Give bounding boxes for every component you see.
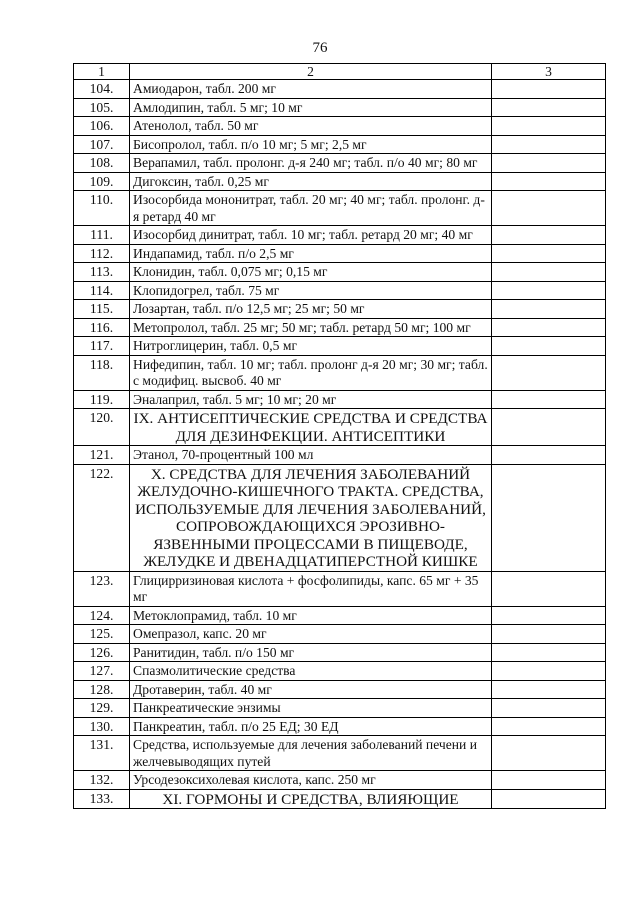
empty-cell [492, 191, 606, 226]
item-name: Глицирризиновая кислота + фосфолипиды, капс. 65 мг + 35 мг [130, 571, 492, 606]
table-row [74, 355, 606, 390]
row-number: 113. [74, 263, 130, 282]
row-number: 119. [74, 390, 130, 409]
empty-cell [492, 281, 606, 300]
item-name: Панкреатические энзимы [130, 699, 492, 718]
section-heading: IX. АНТИСЕПТИЧЕСКИЕ СРЕДСТВА И СРЕДСТВА ДЛЯ ДЕЗИНФЕКЦИИ. АНТИСЕПТИКИ [130, 409, 492, 446]
empty-cell [492, 244, 606, 263]
section-row [74, 464, 606, 571]
item-name: Дигоксин, табл. 0,25 мг [130, 172, 492, 191]
empty-cell [492, 390, 606, 409]
item-name: Лозартан, табл. п/о 12,5 мг; 25 мг; 50 мг [130, 300, 492, 319]
empty-cell [492, 172, 606, 191]
item-name: Урсодезоксихолевая кислота, капс. 250 мг [130, 771, 492, 790]
item-name: Метопролол, табл. 25 мг; 50 мг; табл. ретард 50 мг; 100 мг [130, 318, 492, 337]
column-header-2: 2 [130, 64, 492, 80]
empty-cell [492, 643, 606, 662]
empty-cell [492, 409, 606, 446]
table-row [74, 172, 606, 191]
empty-cell [492, 337, 606, 356]
row-number: 127. [74, 662, 130, 681]
row-number: 110. [74, 191, 130, 226]
item-name: Атенолол, табл. 50 мг [130, 117, 492, 136]
row-number: 108. [74, 154, 130, 173]
table-row [74, 337, 606, 356]
item-name: Этанол, 70-процентный 100 мл [130, 446, 492, 465]
section-heading: X. СРЕДСТВА ДЛЯ ЛЕЧЕНИЯ ЗАБОЛЕВАНИЙ ЖЕЛУДОЧНО-КИШЕЧНОГО ТРАКТА. СРЕДСТВА, ИСПОЛЬЗУЕМЫЕ ДЛЯ ЛЕЧЕНИЯ ЗАБОЛЕВАНИЙ, СОПРОВОЖДАЮЩИХСЯ ЭРОЗИВНО-ЯЗВЕННЫМИ ПРОЦЕССАМИ В ПИЩЕВОДЕ, ЖЕЛУДКЕ И ДВЕНАДЦАТИПЕРСТНОЙ КИШКЕ [130, 464, 492, 571]
table-row [74, 191, 606, 226]
row-number: 121. [74, 446, 130, 465]
item-name: Клонидин, табл. 0,075 мг; 0,15 мг [130, 263, 492, 282]
row-number: 124. [74, 606, 130, 625]
row-number: 125. [74, 625, 130, 644]
empty-cell [492, 606, 606, 625]
row-number: 131. [74, 736, 130, 771]
row-number: 126. [74, 643, 130, 662]
table-row [74, 680, 606, 699]
row-number: 104. [74, 80, 130, 99]
row-number: 122. [74, 464, 130, 571]
empty-cell [492, 662, 606, 681]
section-heading: XI. ГОРМОНЫ И СРЕДСТВА, ВЛИЯЮЩИЕ [130, 789, 492, 809]
empty-cell [492, 263, 606, 282]
table-row [74, 699, 606, 718]
item-name: Дротаверин, табл. 40 мг [130, 680, 492, 699]
item-name: Амлодипин, табл. 5 мг; 10 мг [130, 98, 492, 117]
row-number: 109. [74, 172, 130, 191]
row-number: 132. [74, 771, 130, 790]
row-number: 129. [74, 699, 130, 718]
table-body [74, 64, 606, 809]
item-name: Нитроглицерин, табл. 0,5 мг [130, 337, 492, 356]
empty-cell [492, 625, 606, 644]
section-row [74, 409, 606, 446]
item-name: Омепразол, капс. 20 мг [130, 625, 492, 644]
table-row [74, 625, 606, 644]
item-name: Панкреатин, табл. п/о 25 ЕД; 30 ЕД [130, 717, 492, 736]
row-number: 133. [74, 789, 130, 809]
item-name: Амиодарон, табл. 200 мг [130, 80, 492, 99]
item-name: Бисопролол, табл. п/о 10 мг; 5 мг; 2,5 мг [130, 135, 492, 154]
row-number: 130. [74, 717, 130, 736]
table-row [74, 244, 606, 263]
empty-cell [492, 699, 606, 718]
section-row [74, 789, 606, 809]
table-row [74, 263, 606, 282]
column-header-3: 3 [492, 64, 606, 80]
table-row [74, 390, 606, 409]
table-row [74, 606, 606, 625]
table-row [74, 771, 606, 790]
table-row [74, 643, 606, 662]
item-name: Метоклопрамид, табл. 10 мг [130, 606, 492, 625]
item-name: Эналаприл, табл. 5 мг; 10 мг; 20 мг [130, 390, 492, 409]
empty-cell [492, 300, 606, 319]
table-row [74, 318, 606, 337]
row-number: 120. [74, 409, 130, 446]
header-row [74, 64, 606, 80]
table-row [74, 300, 606, 319]
row-number: 107. [74, 135, 130, 154]
empty-cell [492, 355, 606, 390]
item-name: Ранитидин, табл. п/о 150 мг [130, 643, 492, 662]
page-number: 76 [312, 40, 328, 56]
table-row [74, 98, 606, 117]
table-row [74, 80, 606, 99]
empty-cell [492, 680, 606, 699]
empty-cell [492, 736, 606, 771]
row-number: 117. [74, 337, 130, 356]
empty-cell [492, 446, 606, 465]
empty-cell [492, 98, 606, 117]
item-name: Изосорбид динитрат, табл. 10 мг; табл. ретард 20 мг; 40 мг [130, 226, 492, 245]
item-name: Изосорбида мононитрат, табл. 20 мг; 40 мг; табл. пролонг. д-я ретард 40 мг [130, 191, 492, 226]
table-row [74, 446, 606, 465]
table-row [74, 154, 606, 173]
item-name: Индапамид, табл. п/о 2,5 мг [130, 244, 492, 263]
table-row [74, 662, 606, 681]
column-header-1: 1 [74, 64, 130, 80]
item-name: Верапамил, табл. пролонг. д-я 240 мг; табл. п/о 40 мг; 80 мг [130, 154, 492, 173]
row-number: 118. [74, 355, 130, 390]
table-row [74, 736, 606, 771]
empty-cell [492, 154, 606, 173]
row-number: 116. [74, 318, 130, 337]
table-row [74, 571, 606, 606]
empty-cell [492, 117, 606, 136]
row-number: 114. [74, 281, 130, 300]
row-number: 115. [74, 300, 130, 319]
empty-cell [492, 80, 606, 99]
empty-cell [492, 789, 606, 809]
empty-cell [492, 717, 606, 736]
empty-cell [492, 571, 606, 606]
table-row [74, 281, 606, 300]
row-number: 105. [74, 98, 130, 117]
row-number: 128. [74, 680, 130, 699]
row-number: 123. [74, 571, 130, 606]
row-number: 106. [74, 117, 130, 136]
item-name: Клопидогрел, табл. 75 мг [130, 281, 492, 300]
table-row [74, 226, 606, 245]
empty-cell [492, 135, 606, 154]
table-row [74, 135, 606, 154]
row-number: 112. [74, 244, 130, 263]
row-number: 111. [74, 226, 130, 245]
empty-cell [492, 318, 606, 337]
empty-cell [492, 226, 606, 245]
item-name: Средства, используемые для лечения заболеваний печени и желчевыводящих путей [130, 736, 492, 771]
item-name: Нифедипин, табл. 10 мг; табл. пролонг д-я 20 мг; 30 мг; табл. с модифиц. высвоб. 40 мг [130, 355, 492, 390]
item-name: Спазмолитические средства [130, 662, 492, 681]
medication-table [73, 63, 606, 809]
empty-cell [492, 464, 606, 571]
empty-cell [492, 771, 606, 790]
table-row [74, 117, 606, 136]
table-row [74, 717, 606, 736]
